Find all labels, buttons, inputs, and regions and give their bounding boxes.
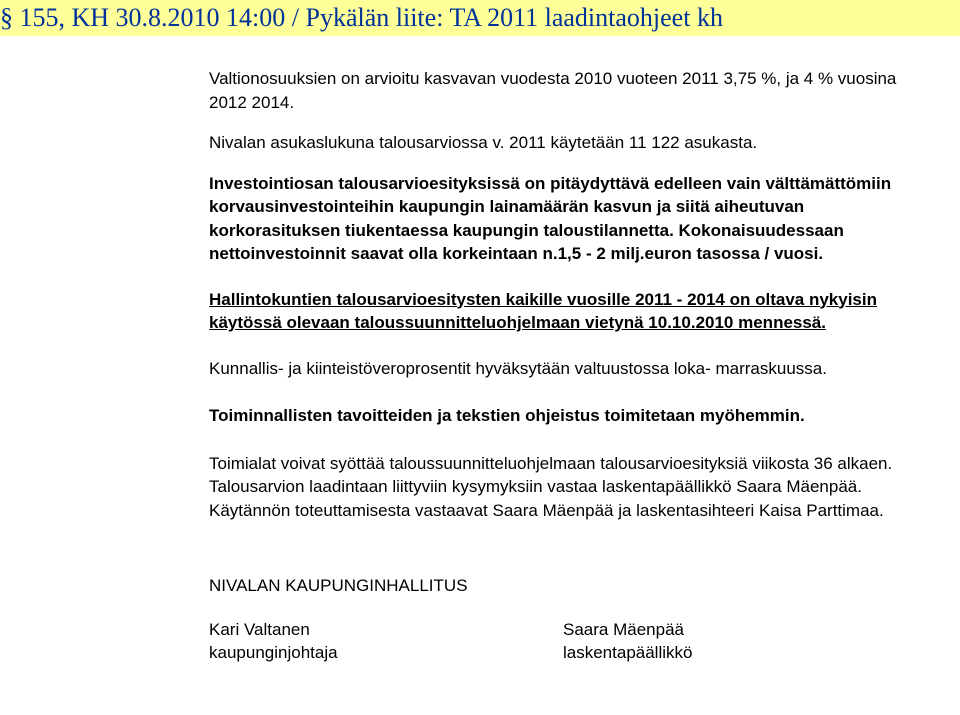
signature-right-title: laskentapäällikkö [563, 643, 693, 662]
document-body [209, 67, 924, 665]
paragraph-population: Nivalan asukaslukuna talousarviossa v. 2011 käytetään 11 122 asukasta. [209, 133, 758, 152]
signature-left [209, 618, 338, 665]
signature-left-name: Kari Valtanen [209, 619, 310, 639]
signature-right-name: Saara Mäenpää [563, 619, 684, 639]
signature-organization: NIVALAN KAUPUNGINHALLITUS [209, 576, 468, 595]
signature-block [209, 618, 924, 665]
paragraph-deadline: Hallintokuntien talousarvioesitysten kaikille vuosille 2011 - 2014 on oltava nykyisin käytössä olevaan taloussuunnitteluohjelmaan vietynä 10.10.2010 mennessä. [209, 289, 877, 332]
page-title: § 155, KH 30.8.2010 14:00 / Pykälän liite: TA 2011 laadintaohjeet kh [0, 3, 723, 32]
signature-right [563, 618, 692, 665]
paragraph-investments: Investointiosan talousarvioesityksissä on pitäydyttävä edelleen vain välttämättömiin korvausinvestointeihin kaupungin lainamäärän kasvun ja siitä aiheutuvan korkorasituksen tiukentaessa kaupungin taloustilannetta. Kokonaisuudessaan nettoinvestoinnit saavat olla korkeintaan n.1,5 - 2 milj.euron tasossa / vuosi. [209, 173, 892, 263]
paragraph-contacts: Toimialat voivat syöttää taloussuunnitteluohjelmaan talousarvioesityksiä viikosta 36 alkaen. Talousarvion laadintaan liittyviin kysymyksiin vastaa laskentapäällikkö Saara Mäenpää. Käytännön toteuttamisesta vastaavat Saara Mäenpää ja laskentasihteeri Kaisa Parttimaa. [209, 453, 893, 520]
paragraph-guidance: Toiminnallisten tavoitteiden ja tekstien ohjeistus toimitetaan myöhemmin. [209, 406, 805, 425]
signature-left-title: kaupunginjohtaja [209, 643, 338, 662]
paragraph-tax-rates: Kunnallis- ja kiinteistöveroprosentit hyväksytään valtuustossa loka- marraskuussa. [209, 358, 827, 378]
paragraph-state-subsidies: Valtionosuuksien on arvioitu kasvavan vuodesta 2010 vuoteen 2011 3,75 %, ja 4 % vuosina 2012 2014. [209, 69, 897, 112]
